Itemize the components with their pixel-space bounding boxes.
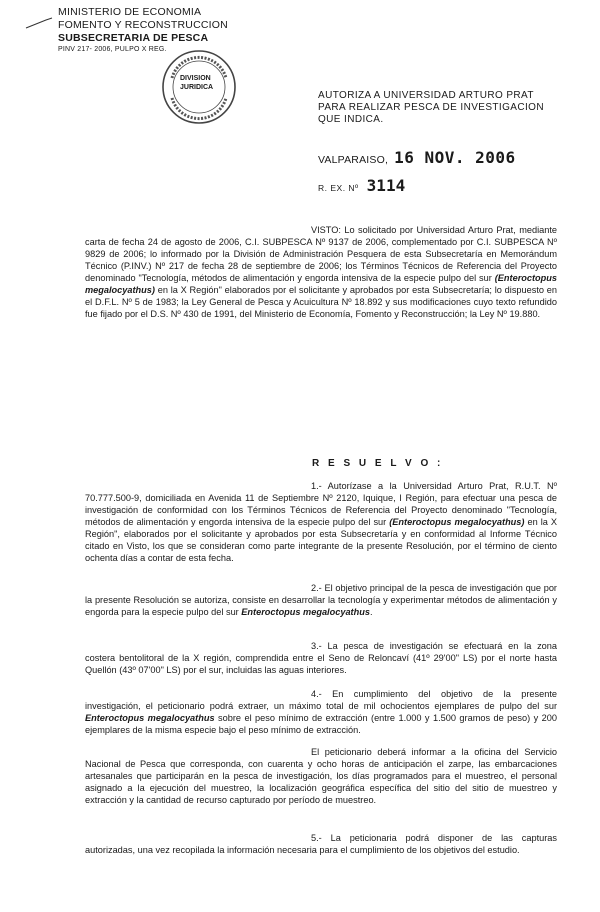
- resolution-number-line: [318, 176, 405, 196]
- resolution-number: 3114: [366, 176, 406, 195]
- article-4-notice: El peticionario deberá informar a la oficina del Servicio Nacional de Pesca que corresponda, con cuarenta y ocho horas de anticipación el zarpe, las embarcaciones artesanales que participarán en la pesca de investigación, los días programados para el muestreo, el personal asignado a la ejecución del muestreo, la localización geográfica específica del sitio del sitio de muestreo y extracción y la cantidad de recurso capturado por período de muestreo.: [85, 747, 557, 805]
- date-stamp: 16 NOV. 2006: [394, 148, 516, 167]
- undersecretary-name: SUBSECRETARIA DE PESCA: [58, 32, 209, 44]
- species-name: Enteroctopus megalocyathus: [241, 607, 370, 617]
- ministry-name: MINISTERIO DE ECONOMIA: [58, 6, 202, 18]
- species-name: Enteroctopus megalocyathus: [85, 713, 215, 723]
- ministry-name-line2: FOMENTO Y RECONSTRUCCION: [58, 19, 228, 31]
- seal-line-1: DIVISION: [180, 75, 211, 82]
- visto-lead: VISTO:: [311, 225, 341, 235]
- visto-paragraph: VISTO: Lo solicitado por Universidad Arturo Prat, mediante carta de fecha 24 de agosto de 2006, C.I. SUBPESCA Nº 9137 de 2006, complementado por C.I. SUBPESCA Nº 9829 de 2006; lo informado por la División de Administración Pesquera de esta Subsecretaría en Memorándum Técnico (P.INV.) Nº 217 de fecha 28 de septiembre de 2006; los Términos Técnicos de Referencia del Proyecto denominado "Tecnología, métodos de alimentación y engorda intensiva de la especie pulpo del sur (Enteroctopus megalocyathus) en la X Región" elaborados por el solicitante y aprobados por esta Subsecretaría; lo dispuesto en el D.F.L. Nº 5 de 1983; la Ley General de Pesca y Acuicultura Nº 18.892 y sus modificaciones cuyo texto refundido fue fijado por el D.S. Nº 430 de 1991, del Ministerio de Economía, Fomento y Reconstrucción; la Ley Nº 19.880.: [85, 225, 557, 319]
- article-1: 1.- Autorízase a la Universidad Arturo Prat, R.U.T. Nº 70.777.500-9, domiciliada en Avenida 11 de Septiembre Nº 2120, Iquique, I Región, para efectuar una pesca de investigación de conformidad con los Términos Técnicos de Referencia del Proyecto denominado "Tecnología, métodos de alimentación y engorda intensiva de la especie pulpo del sur (Enteroctopus megalocyathus) en la X Región", elaborados por el solicitante y aprobados por esta Subsecretaría y en conformidad al Informe Técnico citado en Visto, los que se consideran como parte integrante de la presente Resolución, por el término de ciento ochenta días a contar de esta fecha.: [85, 481, 557, 563]
- seal-line-2: JURIDICA: [180, 84, 214, 91]
- subject-block: [318, 90, 558, 126]
- resuelvo-heading: R E S U E L V O :: [312, 458, 444, 469]
- date-line: [318, 148, 516, 168]
- subject-line-2: PARA REALIZAR PESCA DE INVESTIGACION: [318, 102, 544, 113]
- document-reference: PINV 217- 2006, PULPO X REG.: [58, 46, 167, 53]
- seal-text: [180, 74, 226, 92]
- subject-line-1: AUTORIZA A UNIVERSIDAD ARTURO PRAT: [318, 90, 534, 101]
- date-place: VALPARAISO,: [318, 154, 389, 166]
- resolution-label: R. EX. Nº: [318, 183, 359, 193]
- article-2: 2.- El objetivo principal de la pesca de investigación que por la presente Resolución se autoriza, consiste en desarrollar la tecnología y experimentar métodos de alimentación y engorda para la especie pulpo del sur Enteroctopus megalocyathus.: [85, 583, 557, 617]
- species-name: (Enteroctopus megalocyathus): [85, 273, 557, 295]
- subject-line-3: QUE INDICA.: [318, 114, 384, 125]
- article-5: 5.- La peticionaria podrá disponer de las capturas autorizadas, una vez recopilada la información necesaria para el cumplimiento de los objetivos del estudio.: [85, 833, 557, 855]
- article-3: 3.- La pesca de investigación se efectuará en la zona costera bentolitoral de la X región, comprendida entre el Seno de Reloncaví (41º 29'00" LS) por el norte hasta Quellón (43º 07'00" LS) por el sur, incluidas las aguas interiores.: [85, 641, 557, 675]
- species-name: (Enteroctopus megalocyathus): [389, 517, 525, 527]
- article-4: 4.- En cumplimiento del objetivo de la presente investigación, el peticionario podrá extraer, un máximo total de mil ochocientos ejemplares de pulpo del sur Enteroctopus megalocyathus sobre el peso mínimo de extracción (entre 1.000 y 1.500 gramos de peso) y 200 ejemplares de la misma especie bajo el peso mínimo de extracción.: [85, 689, 557, 735]
- pen-scribble-mark: [24, 14, 54, 34]
